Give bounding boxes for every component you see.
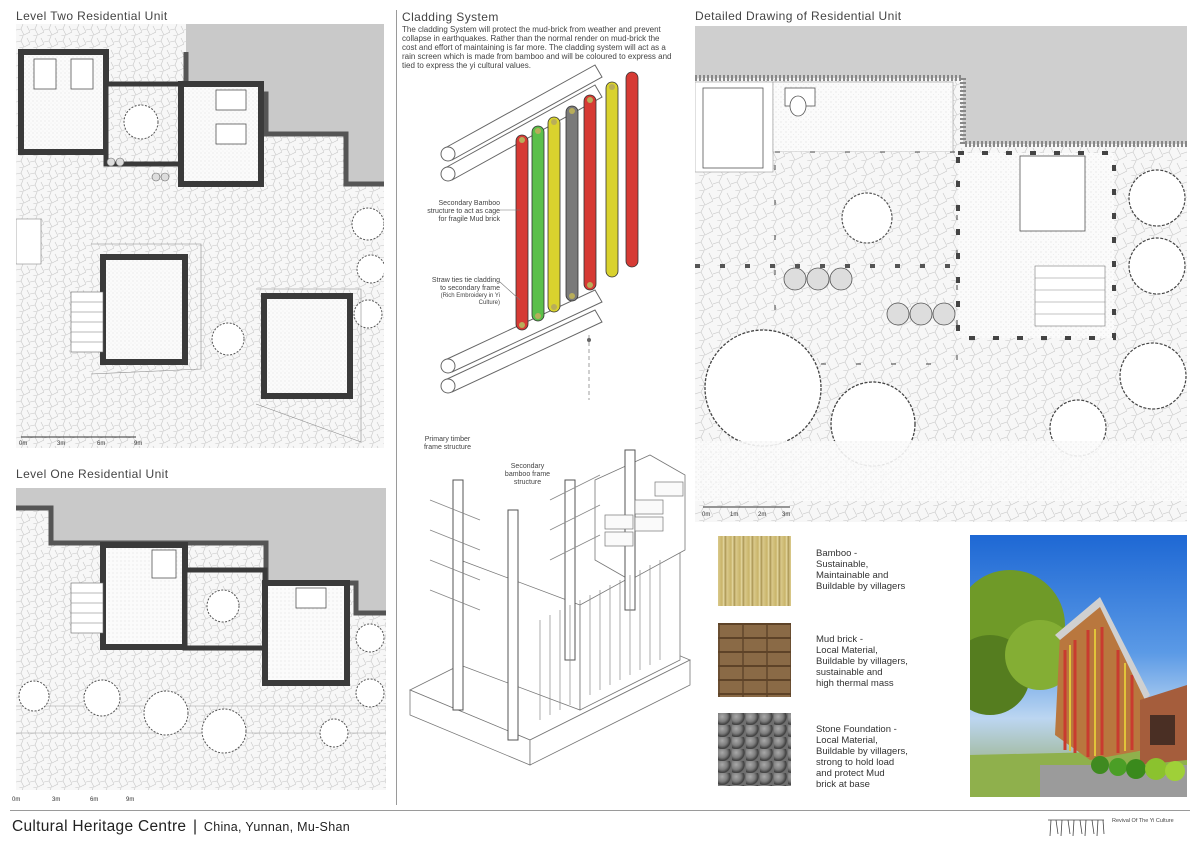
building-rendering [970, 535, 1187, 797]
footer-divider [10, 810, 1190, 811]
annotation-secondary-bamboo: Secondary Bamboo structure to act as cage for fragile Mud brick [427, 200, 500, 223]
stone-legend: Stone Foundation - Local Material, Buildable by villagers, strong to hold load and protect Mud brick at base [816, 724, 908, 790]
cladding-title: Cladding System [402, 10, 499, 24]
bamboo-legend: Bamboo - Sustainable, Maintainable and Buildable by villagers [816, 548, 906, 592]
level-one-plan [16, 488, 386, 790]
annotation-secondary-frame: Secondary bamboo frame structure [504, 463, 551, 486]
cladding-exploded-diagram [400, 60, 690, 400]
column-divider [396, 10, 397, 805]
mud-brick-legend: Mud brick - Local Material, Buildable by villagers, sustainable and high thermal mass [816, 634, 908, 689]
level-two-title: Level Two Residential Unit [16, 9, 168, 23]
level-two-plan [16, 24, 384, 448]
level-one-title: Level One Residential Unit [16, 467, 169, 481]
detailed-plan [695, 26, 1187, 522]
footer-project-title: Cultural Heritage Centre | China, Yunnan, Mu-Shan [12, 818, 350, 835]
annotation-primary-timber: Primary timber frame structure [423, 436, 472, 451]
detailed-drawing-title: Detailed Drawing of Residential Unit [695, 9, 902, 23]
annotation-straw-ties: Straw ties tie cladding to secondary frame (Rich Embroidery in Yi Culture) [431, 277, 500, 306]
stone-swatch [718, 713, 791, 786]
mud-brick-swatch [718, 623, 791, 697]
bamboo-swatch [718, 536, 791, 606]
footer-tagline: Revival Of The Yi Culture [1112, 818, 1174, 824]
cladding-description: The cladding System will protect the mud-brick from weather and prevent collapse in earthquakes. Rather than the normal render on mud-brick the cost and effort of maintaining is far more. The cladding system will act as a rain screen which is made from bamboo and will be coloured to express and tied to express the yi cultural values. [402, 25, 672, 70]
yi-culture-logo [1046, 816, 1106, 838]
